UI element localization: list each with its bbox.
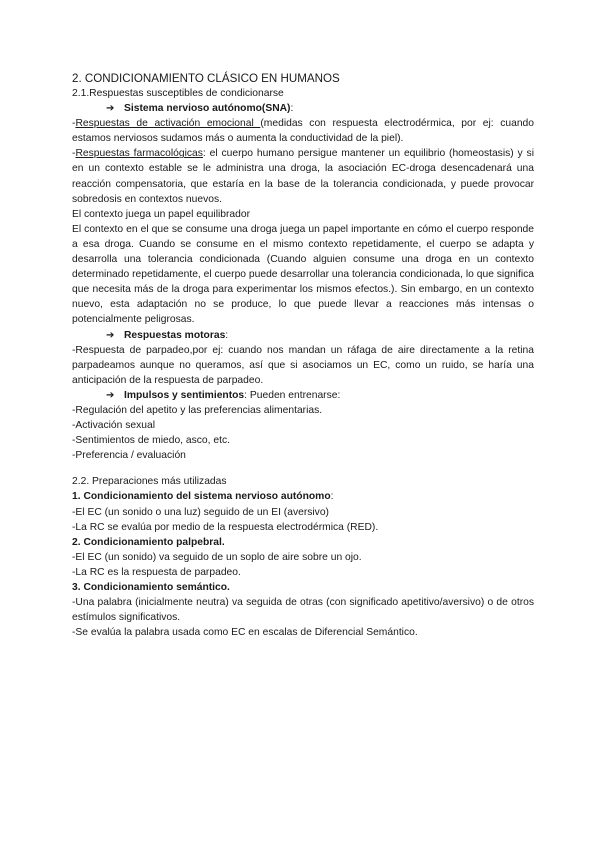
section-title: 2. CONDICIONAMIENTO CLÁSICO EN HUMANOS [72, 72, 340, 85]
emocional-text: (medidas con respuesta electrodérmica, por ej: cuando estamos nerviosos sudamos más o aumenta la conductividad de la piel). [72, 118, 535, 145]
document-body [72, 71, 534, 640]
list-item: -Regulación del apetito y las preferencias alimentarias. [72, 404, 323, 416]
arrow-icon: ➔ [106, 389, 115, 401]
list-item: -El EC (un sonido o una luz) seguido de un EI (aversivo) [72, 506, 329, 518]
motoras-heading: Respuestas motoras [124, 329, 226, 341]
list-item: -Activación sexual [72, 420, 155, 432]
emocional-label: Respuestas de activación emocional [75, 118, 261, 130]
impulsos-text: : Pueden entrenarse: [244, 389, 341, 401]
preparation-1-heading: 1. Condicionamiento del sistema nervioso autónomo: [72, 491, 334, 503]
farmacologicas-text: : el cuerpo humano persigue mantener un equilibrio (homeostasis) y si en un contexto estable se le administra una droga, la asociación EC-droga desencadenará una reacción compensatoria, que estaría en la base de la tolerancia condicionada, y puede provocar sobredosis en contextos nuevos. [72, 148, 534, 205]
list-item: -La RC es la respuesta de parpadeo. [72, 566, 241, 578]
subsection-heading-2-1: 2.1.Respuestas susceptibles de condicionarse [72, 88, 284, 99]
paragraph-emocional: -Respuestas de activación emocional (medidas con respuesta electrodérmica, por ej: cuando estamos nerviosos sudamos más o aumenta la conductividad de la piel). [72, 118, 535, 145]
farmacologicas-label: Respuestas farmacológicas [75, 148, 203, 160]
bullet-sna: ➔ Sistema nervioso autónomo(SNA): [72, 101, 534, 116]
arrow-icon: ➔ [106, 103, 115, 115]
bullet-impulsos [72, 388, 534, 403]
subsection-heading-2-2: 2.2. Preparaciones más utilizadas [72, 476, 227, 488]
preparation-2-heading: 2. Condicionamiento palpebral. [72, 536, 225, 548]
paragraph-farmacologicas: -Respuestas farmacológicas: el cuerpo humano persigue mantener un equilibrio (homeostasis) y si en un contexto estable se le administra una droga, la asociación EC-droga desencadenará una reacción compensatoria, que estaría en la base de la tolerancia condicionada, y puede provocar sobredosis en contextos nuevos. [72, 148, 534, 205]
list-item: -Preferencia / evaluación [72, 450, 186, 462]
contexto-line: El contexto juega un papel equilibrador [72, 208, 251, 220]
impulsos-heading: Impulsos y sentimientos [124, 389, 245, 401]
list-item: -Una palabra (inicialmente neutra) va seguida de otras (con significado apetitivo/aversivo) o de otros estímulos significativos. [72, 597, 534, 624]
preparation-3-heading: 3. Condicionamiento semántico. [72, 582, 230, 593]
arrow-icon: ➔ [106, 329, 115, 341]
spacer [72, 463, 534, 474]
paragraph-motoras: -Respuesta de parpadeo,por ej: cuando nos mandan un ráfaga de aire directamente a la retina parpadeamos aunque no queramos, así que si asociamos un EC, como un ruido, se haría una anticipación de la respuesta de parpadeo. [72, 344, 534, 386]
list-item: -Sentimientos de miedo, asco, etc. [72, 435, 230, 447]
bullet-motoras: ➔ Respuestas motoras: [72, 328, 534, 343]
list-item: -El EC (un sonido) va seguido de un soplo de aire sobre un ojo. [72, 551, 362, 563]
list-item: -La RC se evalúa por medio de la respuesta electrodérmica (RED). [72, 521, 379, 533]
sna-heading: Sistema nervioso autónomo(SNA) [124, 103, 291, 115]
paragraph-contexto: El contexto en el que se consume una droga juega un papel importante en cómo el cuerpo responde a esa droga. Cuando se consume en el mismo contexto repetidamente, el cuerpo se adapta y desarrolla una tolerancia condicionada (Cuando alguien consume una droga en un contexto determinado repetidamente, el cuerpo puede desarrollar una tolerancia condicionada, lo que significa que necesita más de la droga para experimentar los mismos efectos.). Sin embargo, en un contexto nuevo, esta adaptación no se produce, lo que puede llevar a reacciones más intensas o potencialmente peligrosas. [72, 223, 534, 326]
list-item: -Se evalúa la palabra usada como EC en escalas de Diferencial Semántico. [72, 627, 418, 639]
